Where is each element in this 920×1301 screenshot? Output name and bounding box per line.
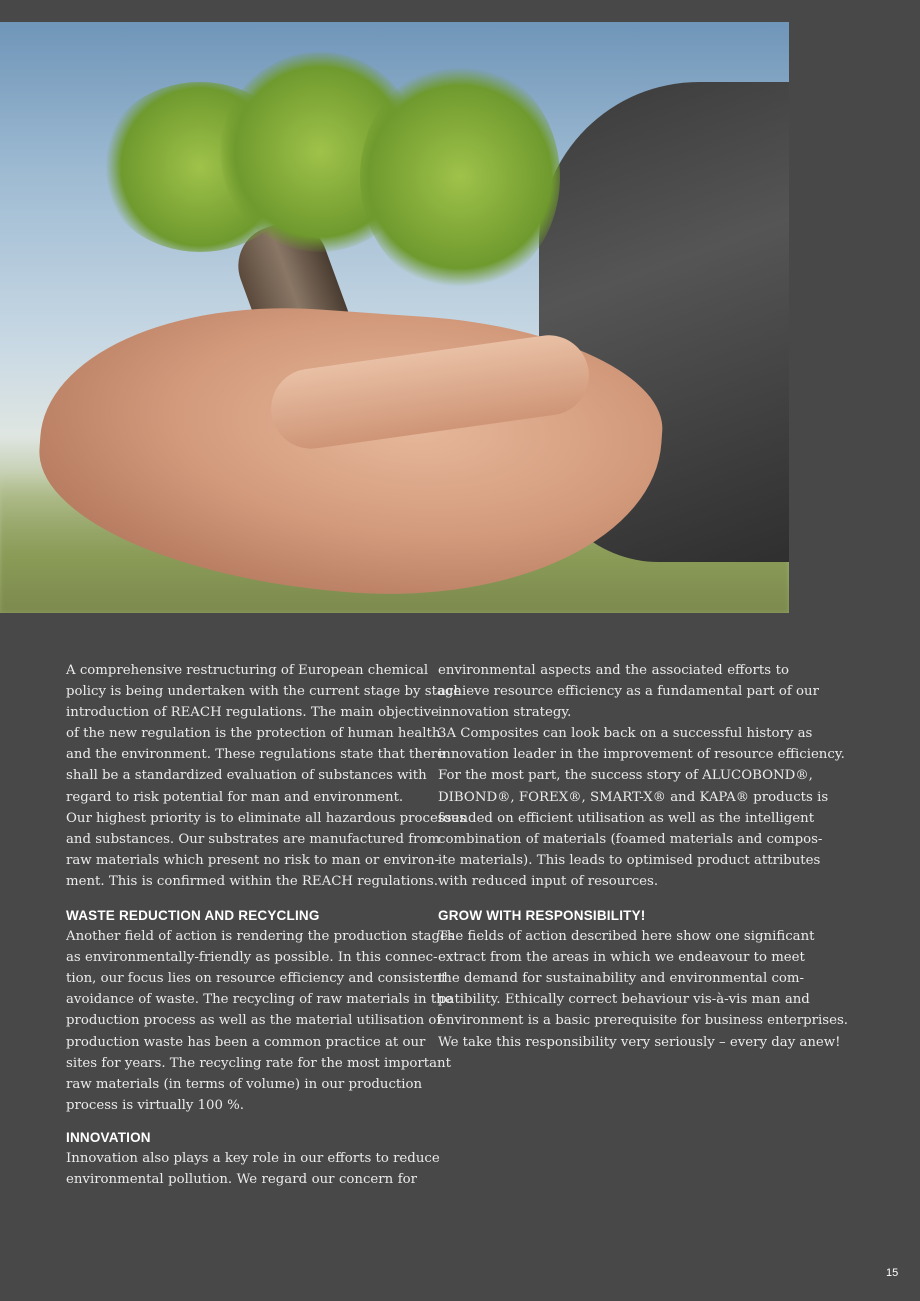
text-line: patibility. Ethically correct behaviour vis-à-vis man and xyxy=(438,992,810,1008)
text-line: innovation leader in the improvement of resource efficiency. xyxy=(438,747,845,763)
text-line: process is virtually 100 %. xyxy=(66,1097,245,1113)
text-line: production waste has been a common practice at our xyxy=(66,1034,426,1050)
text-line: avoidance of waste. The recycling of raw materials in the xyxy=(66,992,453,1008)
intro-paragraph-2 xyxy=(66,808,467,892)
text-line: extract from the areas in which we endeavour to meet xyxy=(438,950,805,966)
grow-paragraph xyxy=(438,926,849,1053)
text-line: as environmentally-friendly as possible. In this connec- xyxy=(66,950,438,966)
text-line: We take this responsibility very seriously – every day anew! xyxy=(438,1034,841,1050)
text-line: environmental aspects and the associated efforts to xyxy=(438,663,789,678)
text-line: combination of materials (foamed materials and compos- xyxy=(438,831,823,847)
text-line: DIBOND®, FOREX®, SMART-X® and KAPA® products is xyxy=(438,789,829,805)
text-line: Innovation also plays a key role in our efforts to reduce xyxy=(66,1150,440,1166)
text-line: regard to risk potential for man and environment. xyxy=(66,789,404,805)
grow-heading: GROW WITH RESPONSIBILITY! xyxy=(438,908,646,924)
text-line: ment. This is confirmed within the REACH regulations. xyxy=(66,873,438,889)
text-line: The fields of action described here show one significant xyxy=(438,929,815,945)
foliage xyxy=(360,62,560,292)
text-line: innovation strategy. xyxy=(438,705,572,721)
text-line: policy is being undertaken with the current stage by stage xyxy=(66,684,462,700)
page-number: 15 xyxy=(886,1267,899,1279)
text-line: sites for years. The recycling rate for the most important xyxy=(66,1055,451,1071)
text-line: ite materials). This leads to optimised product attributes xyxy=(438,852,821,868)
text-line: 3A Composites can look back on a successful history as xyxy=(438,726,813,742)
left-column xyxy=(66,660,467,1190)
text-line: the demand for sustainability and environmental com- xyxy=(438,971,805,987)
innovation-continued-paragraph xyxy=(438,660,819,723)
hero-photo xyxy=(0,22,789,613)
text-line: tion, our focus lies on resource efficiency and consistent xyxy=(66,971,447,987)
text-line: with reduced input of resources. xyxy=(438,873,659,889)
text-line: Our highest priority is to eliminate all hazardous processes xyxy=(66,810,467,826)
text-line: achieve resource efficiency as a fundamental part of our xyxy=(438,684,819,700)
right-column xyxy=(438,660,849,1053)
text-line: environment is a basic prerequisite for business enterprises. xyxy=(438,1013,849,1029)
text-line: environmental pollution. We regard our concern for xyxy=(66,1171,417,1187)
intro-paragraph-1 xyxy=(66,660,462,808)
text-line: For the most part, the success story of ALUCOBOND®, xyxy=(438,768,813,784)
history-paragraph xyxy=(438,723,845,892)
text-line: of the new regulation is the protection of human health xyxy=(66,726,441,742)
text-line: A comprehensive restructuring of European chemical xyxy=(66,663,429,678)
innovation-paragraph xyxy=(66,1148,440,1190)
text-line: production process as well as the material utilisation of xyxy=(66,1013,442,1029)
text-line: shall be a standardized evaluation of substances with xyxy=(66,768,427,784)
text-line: introduction of REACH regulations. The main objective xyxy=(66,705,439,721)
text-line: and substances. Our substrates are manufactured from xyxy=(66,831,441,847)
text-line: raw materials (in terms of volume) in our production xyxy=(66,1076,423,1092)
innovation-heading: INNOVATION xyxy=(66,1129,151,1145)
text-line: raw materials which present no risk to man or environ- xyxy=(66,852,440,868)
waste-paragraph xyxy=(66,926,455,1116)
text-line: founded on efficient utilisation as well as the intelligent xyxy=(438,810,815,826)
waste-heading: WASTE REDUCTION AND RECYCLING xyxy=(66,908,320,924)
text-line: Another field of action is rendering the production stages xyxy=(66,929,455,945)
text-line: and the environment. These regulations state that there xyxy=(66,747,446,763)
